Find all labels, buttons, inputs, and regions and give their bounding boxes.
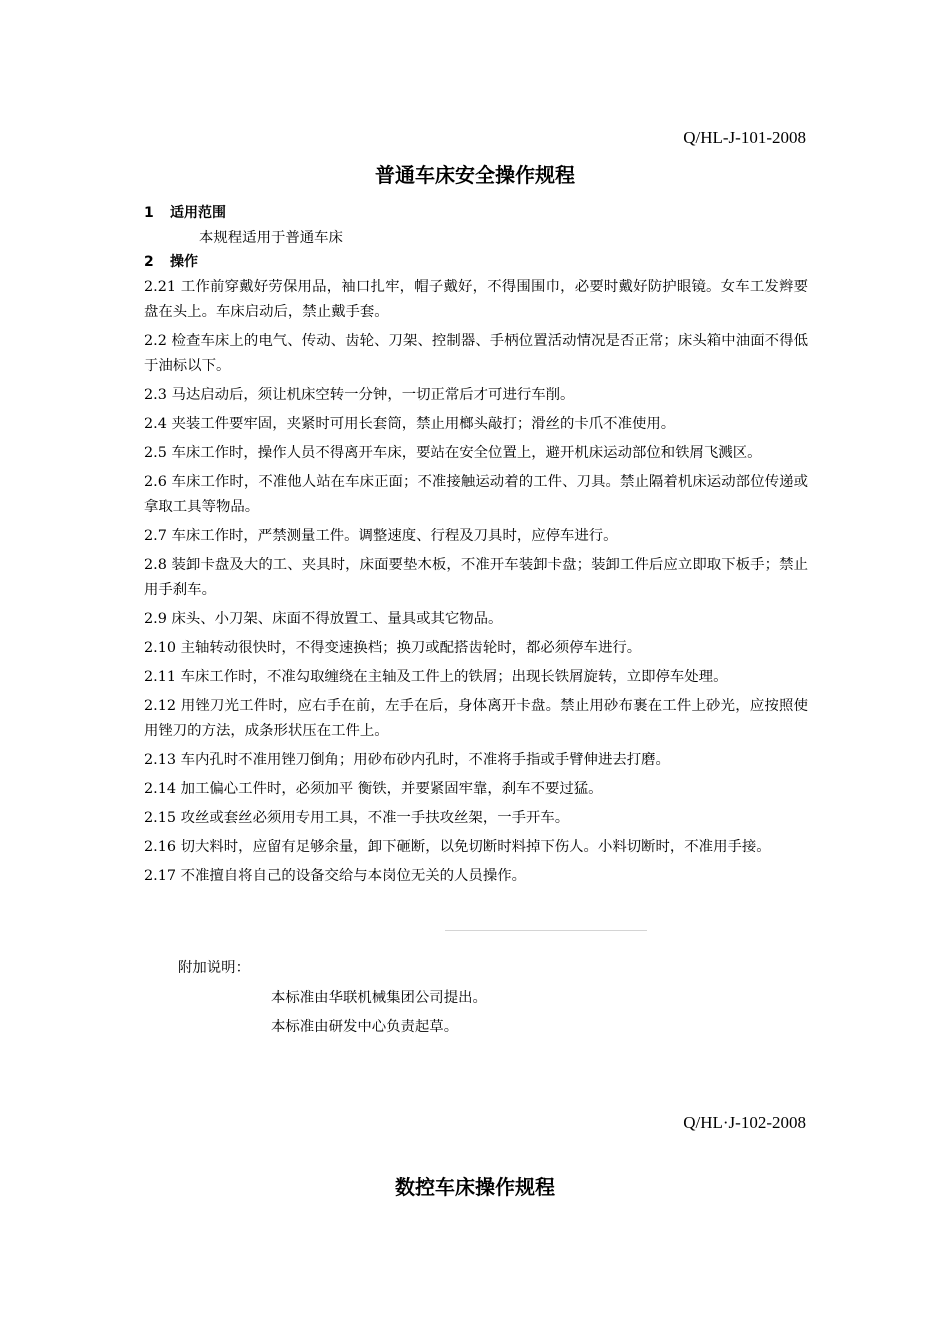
clause-item: 2.5 车床工作时，操作人员不得离开车床，要站在安全位置上，避开机床运动部位和铁屑飞溅区。	[144, 445, 762, 461]
document-code: Q/HL-J-101-2008	[683, 128, 806, 147]
clause-item: 2.17 不准擅自将自己的设备交给与本岗位无关的人员操作。	[144, 868, 526, 884]
document-title: 普通车床安全操作规程	[375, 163, 575, 187]
section-heading-scope	[144, 203, 226, 223]
notes-line: 本标准由研发中心负责起草。	[271, 1019, 459, 1035]
section-divider	[445, 930, 647, 931]
clause-list	[144, 275, 808, 893]
scope-text: 本规程适用于普通车床	[199, 230, 343, 246]
section-number: 2	[144, 254, 154, 270]
section-number: 1	[144, 205, 154, 221]
clause-item: 2.12 用锉刀光工件时，应右手在前，左手在后，身体离开卡盘。禁止用砂布裹在工件上砂光，应按照使用锉刀的方法，成条形状压在工件上。	[144, 698, 808, 739]
document-code: Q/HL·J-102-2008	[683, 1113, 806, 1132]
clause-item: 2.15 攻丝或套丝必须用专用工具，不准一手扶攻丝架，一手开车。	[144, 810, 570, 826]
clause-item: 2.7 车床工作时，严禁测量工件。调整速度、行程及刀具时，应停车进行。	[144, 528, 618, 544]
notes-label: 附加说明：	[178, 960, 250, 976]
clause-item: 2.16 切大料时，应留有足够余量，卸下砸断，以免切断时料掉下伤人。小料切断时，不准用手接。	[144, 839, 771, 855]
clause-item: 2.8 装卸卡盘及大的工、夹具时，床面要垫木板，不准开车装卸卡盘；装卸工件后应立即取下板手；禁止用手刹车。	[144, 557, 808, 598]
clause-item: 2.14 加工偏心工件时，必须加平 衡铁，并要紧固牢靠，刹车不要过猛。	[144, 781, 603, 797]
section-heading-operation	[144, 252, 198, 272]
clause-item: 2.9 床头、小刀架、床面不得放置工、量具或其它物品。	[144, 611, 503, 627]
clause-item: 2.13 车内孔时不准用锉刀倒角；用砂布砂内孔时，不准将手指或手臂伸进去打磨。	[144, 752, 670, 768]
section-title: 操作	[170, 254, 198, 270]
clause-item: 2.11 车床工作时，不准勾取缠绕在主轴及工件上的铁屑；出现长铁屑旋转，立即停车处理。	[144, 669, 728, 685]
clause-item: 2.2 检查车床上的电气、传动、齿轮、刀架、控制器、手柄位置活动情况是否正常；床头箱中油面不得低于油标以下。	[144, 333, 808, 374]
section-title: 适用范围	[170, 205, 226, 221]
clause-item: 2.3 马达启动后，须让机床空转一分钟，一切正常后才可进行车削。	[144, 387, 575, 403]
notes-line: 本标准由华联机械集团公司提出。	[271, 990, 487, 1006]
clause-item: 2.4 夹装工件要牢固，夹紧时可用长套筒，禁止用榔头敲打；滑丝的卡爪不准使用。	[144, 416, 676, 432]
clause-item: 2.6 车床工作时，不准他人站在车床正面；不准接触运动着的工件、刀具。禁止隔着机床运动部位传递或拿取工具等物品。	[144, 474, 808, 515]
clause-item: 2.10 主轴转动很快时，不得变速换档；换刀或配搭齿轮时，都必须停车进行。	[144, 640, 642, 656]
clause-item: 2.21 工作前穿戴好劳保用品，袖口扎牢，帽子戴好，不得围围巾，必要时戴好防护眼镜。女车工发辫要盘在头上。车床启动后，禁止戴手套。	[144, 279, 808, 320]
document-title: 数控车床操作规程	[395, 1175, 555, 1199]
